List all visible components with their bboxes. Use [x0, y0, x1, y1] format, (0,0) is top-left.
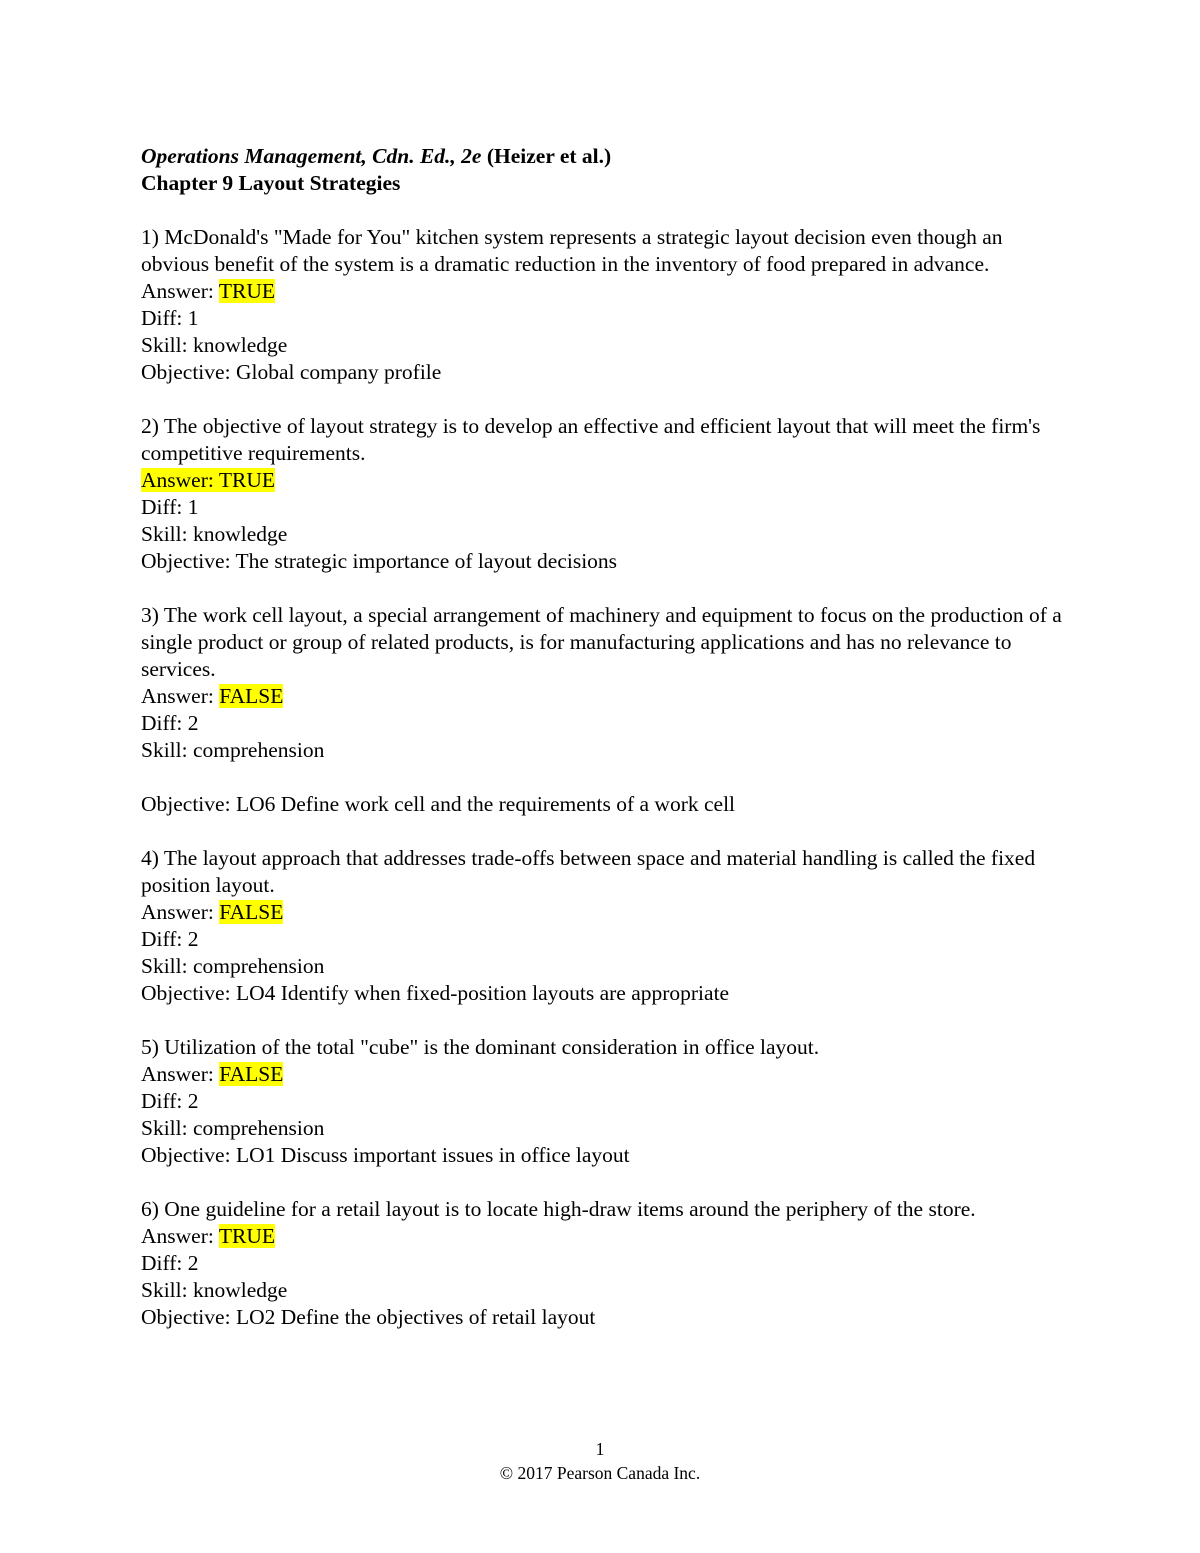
question-text-content: 5) Utilization of the total "cube" is the dominant consideration in office layout.	[141, 1035, 820, 1059]
objective-value: LO6 Define work cell and the requirements of a work cell	[235, 792, 736, 816]
question-text-content: 2) The objective of layout strategy is to develop an effective and efficient layout that will meet the firm's competitive requirements.	[141, 414, 1041, 465]
page-number: 1	[595, 1439, 605, 1459]
answer-label: Answer:	[141, 279, 219, 303]
answer-value: TRUE	[218, 1224, 275, 1248]
book-authors: (Heizer et al.)	[481, 144, 612, 168]
objective-line	[141, 359, 1071, 386]
chapter-title: Chapter 9 Layout Strategies	[141, 171, 401, 195]
question-text	[141, 1034, 1071, 1061]
answer-value: TRUE	[218, 279, 275, 303]
diff-value: 1	[187, 306, 199, 330]
answer-value: FALSE	[219, 1062, 284, 1086]
answer-line	[141, 278, 1071, 305]
answer-label: Answer:	[141, 900, 220, 924]
skill-line	[141, 332, 1071, 359]
diff-label: Diff:	[141, 306, 188, 330]
skill-label: Skill:	[141, 738, 193, 762]
diff-value: 2	[187, 1089, 199, 1113]
copyright-notice: © 2017 Pearson Canada Inc.	[499, 1463, 701, 1483]
answer-label: Answer:	[141, 1062, 220, 1086]
answer-value: TRUE	[218, 468, 275, 492]
skill-value: comprehension	[192, 1116, 325, 1140]
diff-value: 2	[187, 1251, 199, 1275]
diff-label: Diff:	[141, 1251, 188, 1275]
skill-value: knowledge	[192, 333, 288, 357]
diff-line	[141, 1250, 1071, 1277]
answer-value: FALSE	[219, 900, 284, 924]
objective-label: Objective:	[141, 1143, 236, 1167]
diff-line	[141, 926, 1071, 953]
objective-value: LO1 Discuss important issues in office layout	[235, 1143, 630, 1167]
book-title: Operations Management, Cdn. Ed., 2e	[141, 144, 482, 168]
objective-line	[141, 791, 1071, 818]
diff-value: 2	[187, 927, 199, 951]
question-6	[141, 1196, 1071, 1331]
skill-line	[141, 737, 1071, 764]
objective-value: LO2 Define the objectives of retail layout	[235, 1305, 596, 1329]
objective-value: Global company profile	[235, 360, 442, 384]
skill-value: knowledge	[192, 522, 288, 546]
answer-label: Answer:	[141, 468, 219, 492]
book-header	[141, 143, 1071, 170]
diff-line	[141, 1088, 1071, 1115]
answer-line	[141, 467, 1071, 494]
question-text-content: 6) One guideline for a retail layout is to locate high-draw items around the periphery of the store.	[141, 1197, 976, 1221]
question-text-content: 1) McDonald's "Made for You" kitchen system represents a strategic layout decision even though an obvious benefit of the system is a dramatic reduction in the inventory of food prepared in advance.	[141, 225, 1003, 276]
skill-label: Skill:	[141, 1278, 193, 1302]
skill-label: Skill:	[141, 1116, 193, 1140]
question-2	[141, 413, 1071, 575]
answer-value: FALSE	[219, 684, 284, 708]
diff-value: 2	[187, 711, 199, 735]
skill-value: comprehension	[192, 954, 325, 978]
skill-line	[141, 1277, 1071, 1304]
answer-label: Answer:	[141, 1224, 219, 1248]
objective-line	[141, 1304, 1071, 1331]
question-text	[141, 1196, 1071, 1223]
page-content	[141, 143, 1071, 1331]
skill-label: Skill:	[141, 954, 193, 978]
diff-label: Diff:	[141, 711, 188, 735]
question-text-content: 4) The layout approach that addresses trade-offs between space and material handling is called the fixed position layout.	[141, 846, 1036, 897]
skill-line	[141, 953, 1071, 980]
question-text	[141, 413, 1071, 467]
skill-value: comprehension	[192, 738, 325, 762]
objective-value: LO4 Identify when fixed-position layouts are appropriate	[235, 981, 730, 1005]
diff-label: Diff:	[141, 927, 188, 951]
objective-label: Objective:	[141, 549, 236, 573]
answer-line	[141, 683, 1071, 710]
question-text	[141, 602, 1071, 683]
answer-line	[141, 1223, 1071, 1250]
diff-label: Diff:	[141, 1089, 188, 1113]
objective-label: Objective:	[141, 1305, 236, 1329]
skill-label: Skill:	[141, 522, 193, 546]
blank-line	[141, 764, 1071, 791]
objective-line	[141, 980, 1071, 1007]
skill-value: knowledge	[192, 1278, 288, 1302]
objective-line	[141, 548, 1071, 575]
diff-line	[141, 305, 1071, 332]
diff-value: 1	[187, 495, 199, 519]
answer-label: Answer:	[141, 684, 220, 708]
question-text-content: 3) The work cell layout, a special arrangement of machinery and equipment to focus on the production of a single product or group of related products, is for manufacturing applications and has no relevance to services.	[141, 603, 1062, 681]
question-text	[141, 845, 1071, 899]
question-4	[141, 845, 1071, 1007]
skill-line	[141, 521, 1071, 548]
answer-line	[141, 899, 1071, 926]
skill-line	[141, 1115, 1071, 1142]
diff-line	[141, 494, 1071, 521]
question-1	[141, 224, 1071, 386]
diff-line	[141, 710, 1071, 737]
objective-line	[141, 1142, 1071, 1169]
objective-label: Objective:	[141, 792, 236, 816]
objective-label: Objective:	[141, 981, 236, 1005]
answer-line	[141, 1061, 1071, 1088]
skill-label: Skill:	[141, 333, 193, 357]
diff-label: Diff:	[141, 495, 188, 519]
objective-label: Objective:	[141, 360, 236, 384]
question-text	[141, 224, 1071, 278]
question-3	[141, 602, 1071, 818]
question-5	[141, 1034, 1071, 1169]
objective-value: The strategic importance of layout decisions	[235, 549, 618, 573]
